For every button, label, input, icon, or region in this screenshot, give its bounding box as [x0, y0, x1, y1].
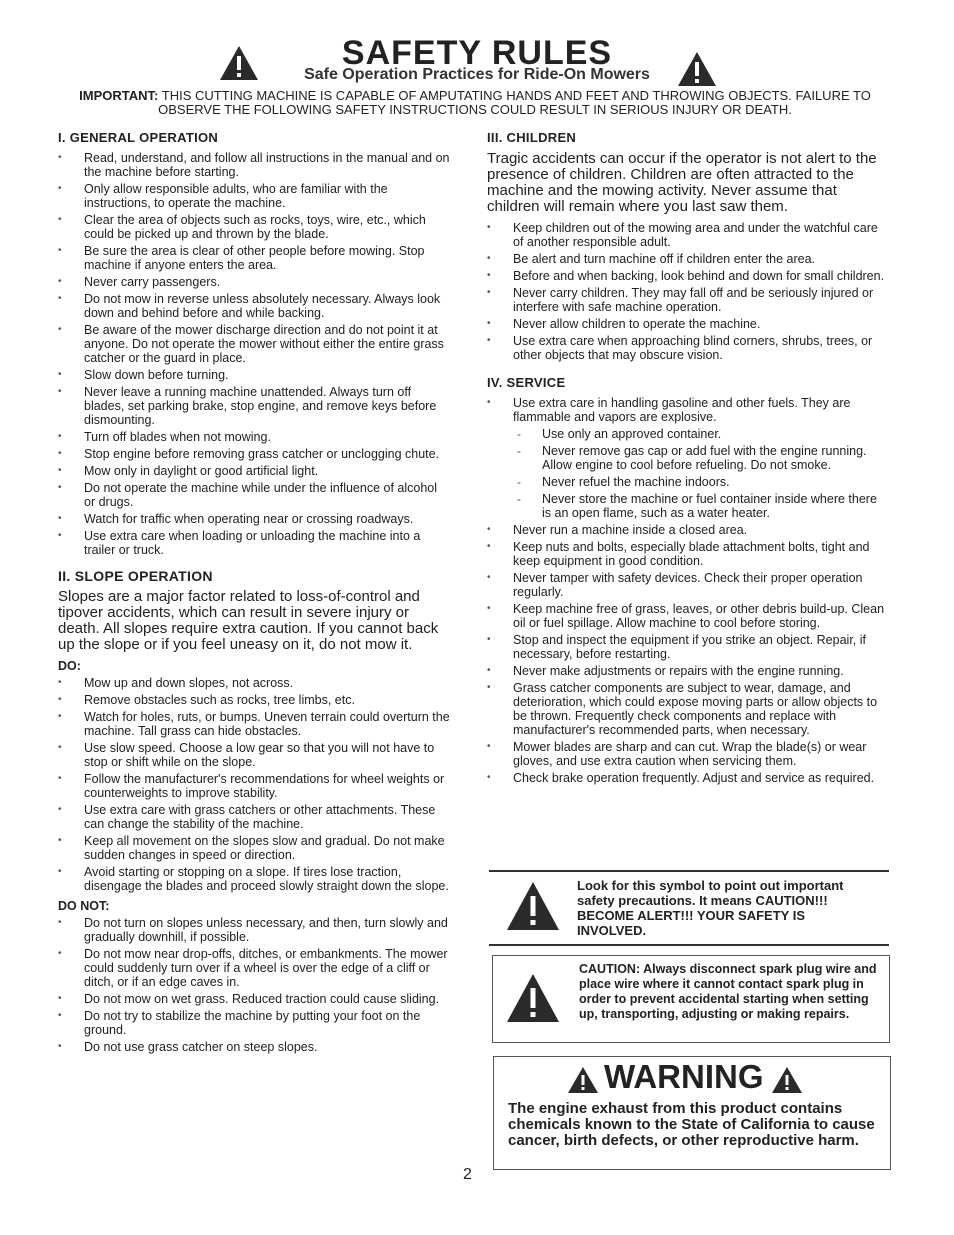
list-item: • Only allow responsible adults, who are familiar with the instructions, to operate the machine. [58, 182, 450, 210]
left-column [58, 131, 450, 1057]
list-item: • Clear the area of objects such as rocks, toys, wire, etc., which could be picked up and thrown by the blade. [58, 213, 450, 241]
children-list [487, 221, 887, 362]
warning-triangle-icon [567, 1066, 599, 1099]
list-item: • Do not mow near drop-offs, ditches, or embankments. The mower could suddenly turn over if a wheel is over the edge of a cliff or ditch, or if an edge caves in. [58, 947, 450, 989]
list-item: • Stop engine before removing grass catcher or unclogging chute. [58, 447, 450, 461]
page-subtitle: Safe Operation Practices for Ride-On Mowers [304, 66, 650, 83]
donot-list [58, 916, 450, 1054]
list-item: • Use slow speed. Choose a low gear so that you will not have to stop or shift while on the slope. [58, 741, 450, 769]
warning-triangle-icon [505, 972, 561, 1029]
list-item: • Stop and inspect the equipment if you strike an object. Repair, if necessary, before restarting. [487, 633, 887, 661]
list-item: • Use extra care when loading or unloading the machine into a trailer or truck. [58, 529, 450, 557]
caution-text: CAUTION: Always disconnect spark plug wire and place wire where it cannot contact spark plug in order to prevent accidental starting when setting up, transporting, adjusting or making repairs. [579, 962, 877, 1021]
do-list [58, 676, 450, 893]
list-item: • Never carry passengers. [58, 275, 450, 289]
list-item: • Watch for holes, ruts, or bumps. Uneven terrain could overturn the machine. Tall grass can hide obstacles. [58, 710, 450, 738]
list-item: • Turn off blades when not mowing. [58, 430, 450, 444]
section-heading-children: III. CHILDREN [487, 130, 577, 145]
general-list [58, 151, 450, 557]
list-item: • Use extra care with grass catchers or other attachments. These can change the stability of the machine. [58, 803, 450, 831]
list-item: • Use extra care in handling gasoline and other fuels. They are flammable and vapors are explosive. [487, 396, 887, 424]
donot-label: DO NOT: [58, 899, 110, 913]
list-item: • Never leave a running machine unattended. Always turn off blades, set parking brake, stop engine, and remove keys before dismounting. [58, 385, 450, 427]
list-item: • Read, understand, and follow all instructions in the manual and on the machine before starting. [58, 151, 450, 179]
list-item: • Remove obstacles such as rocks, tree limbs, etc. [58, 693, 450, 707]
warning-title: WARNING [604, 1058, 764, 1095]
list-item: • Keep children out of the mowing area and under the watchful care of another responsible adult. [487, 221, 887, 249]
list-item: • Never allow children to operate the machine. [487, 317, 887, 331]
list-item: • Be sure the area is clear of other people before mowing. Stop machine if anyone enters the area. [58, 244, 450, 272]
section-heading-service: IV. SERVICE [487, 375, 566, 390]
list-item: • Keep machine free of grass, leaves, or other debris build-up. Clean oil or fuel spillage. Allow machine to cool before storing. [487, 602, 887, 630]
warning-text: The engine exhaust from this product contains chemicals known to the State of California to cause cancer, birth defects, or other reproductive harm. [508, 1100, 875, 1149]
important-label: IMPORTANT: [79, 88, 159, 103]
list-item: • Keep all movement on the slopes slow and gradual. Do not make sudden changes in speed or direction. [58, 834, 450, 862]
list-subitem: - Never refuel the machine indoors. [487, 475, 887, 489]
list-item: • Do not use grass catcher on steep slopes. [58, 1040, 450, 1054]
list-item: • Be aware of the mower discharge direction and do not point it at anyone. Do not operate the mower without either the entire grass catcher or the guard in place. [58, 323, 450, 365]
list-item: • Mower blades are sharp and can cut. Wrap the blade(s) or wear gloves, and use extra caution when servicing them. [487, 740, 887, 768]
children-intro: Tragic accidents can occur if the operator is not alert to the presence of children. Children are often attracted to the machine and the mowing activity. Never assume that children will remain where you last saw them. [487, 150, 877, 215]
list-subitem: - Use only an approved container. [487, 427, 887, 441]
slope-intro: Slopes are a major factor related to loss-of-control and tipover accidents, which can result in severe injury or death. All slopes require extra caution. If you cannot back up the slope or if you feel uneasy on it, do not mow it. [58, 588, 439, 653]
list-item: • Before and when backing, look behind and down for small children. [487, 269, 887, 283]
list-item: • Do not mow in reverse unless absolutely necessary. Always look down and behind before and while backing. [58, 292, 450, 320]
list-item: • Do not try to stabilize the machine by putting your foot on the ground. [58, 1009, 450, 1037]
important-notice [60, 89, 890, 117]
list-item: • Slow down before turning. [58, 368, 450, 382]
section-heading-slope: II. SLOPE OPERATION [58, 568, 213, 584]
list-item: • Be alert and turn machine off if children enter the area. [487, 252, 887, 266]
list-item: • Do not turn on slopes unless necessary, and then, turn slowly and gradually downhill, if possible. [58, 916, 450, 944]
important-text: THIS CUTTING MACHINE IS CAPABLE OF AMPUTATING HANDS AND FEET AND THROWING OBJECTS. FAILURE TO OBSERVE THE FOLLOWING SAFETY INSTRUCTIONS COULD RESULT IN SERIOUS INJURY OR DEATH. [158, 88, 871, 117]
list-item: • Use extra care when approaching blind corners, shrubs, trees, or other objects that may obscure vision. [487, 334, 887, 362]
list-item: • Watch for traffic when operating near or crossing roadways. [58, 512, 450, 526]
list-item: • Do not mow on wet grass. Reduced traction could cause sliding. [58, 992, 450, 1006]
page-title: SAFETY RULES [341, 34, 613, 72]
right-column [487, 131, 887, 788]
list-item: • Mow only in daylight or good artificial light. [58, 464, 450, 478]
list-item: • Keep nuts and bolts, especially blade attachment bolts, tight and keep equipment in good condition. [487, 540, 887, 568]
list-subitem: - Never store the machine or fuel container inside where there is an open flame, such as a water heater. [487, 492, 887, 520]
list-item: • Never carry children. They may fall off and be seriously injured or interfere with safe machine operation. [487, 286, 887, 314]
section-heading-general: I. GENERAL OPERATION [58, 130, 219, 145]
do-label: DO: [58, 659, 81, 673]
list-item: • Follow the manufacturer's recommendations for wheel weights or counterweights to improve stability. [58, 772, 450, 800]
list-item: • Never tamper with safety devices. Check their proper operation regularly. [487, 571, 887, 599]
service-list [487, 396, 887, 785]
list-item: • Grass catcher components are subject to wear, damage, and deterioration, which could expose moving parts or allow objects to be thrown. Frequently check components and replace with manufacturer's recommended parts, when necessary. [487, 681, 887, 737]
list-subitem: - Never remove gas cap or add fuel with the engine running. Allow engine to cool before refueling. Do not smoke. [487, 444, 887, 472]
list-item: • Mow up and down slopes, not across. [58, 676, 450, 690]
list-item: • Avoid starting or stopping on a slope. If tires lose traction, disengage the blades and proceed slowly straight down the slope. [58, 865, 450, 893]
warning-triangle-icon [771, 1066, 803, 1099]
caution-box [492, 955, 890, 1043]
page-number: 2 [463, 1166, 472, 1183]
list-item: • Do not operate the machine while under the influence of alcohol or drugs. [58, 481, 450, 509]
symbol-notice-box [489, 870, 889, 946]
warning-triangle-icon [505, 880, 561, 937]
list-item: • Never make adjustments or repairs with the engine running. [487, 664, 887, 678]
list-item: • Check brake operation frequently. Adjust and service as required. [487, 771, 887, 785]
list-item: • Never run a machine inside a closed area. [487, 523, 887, 537]
symbol-notice-text: Look for this symbol to point out important safety precautions. It means CAUTION!!! BECOME ALERT!!! YOUR SAFETY IS INVOLVED. [577, 878, 844, 938]
